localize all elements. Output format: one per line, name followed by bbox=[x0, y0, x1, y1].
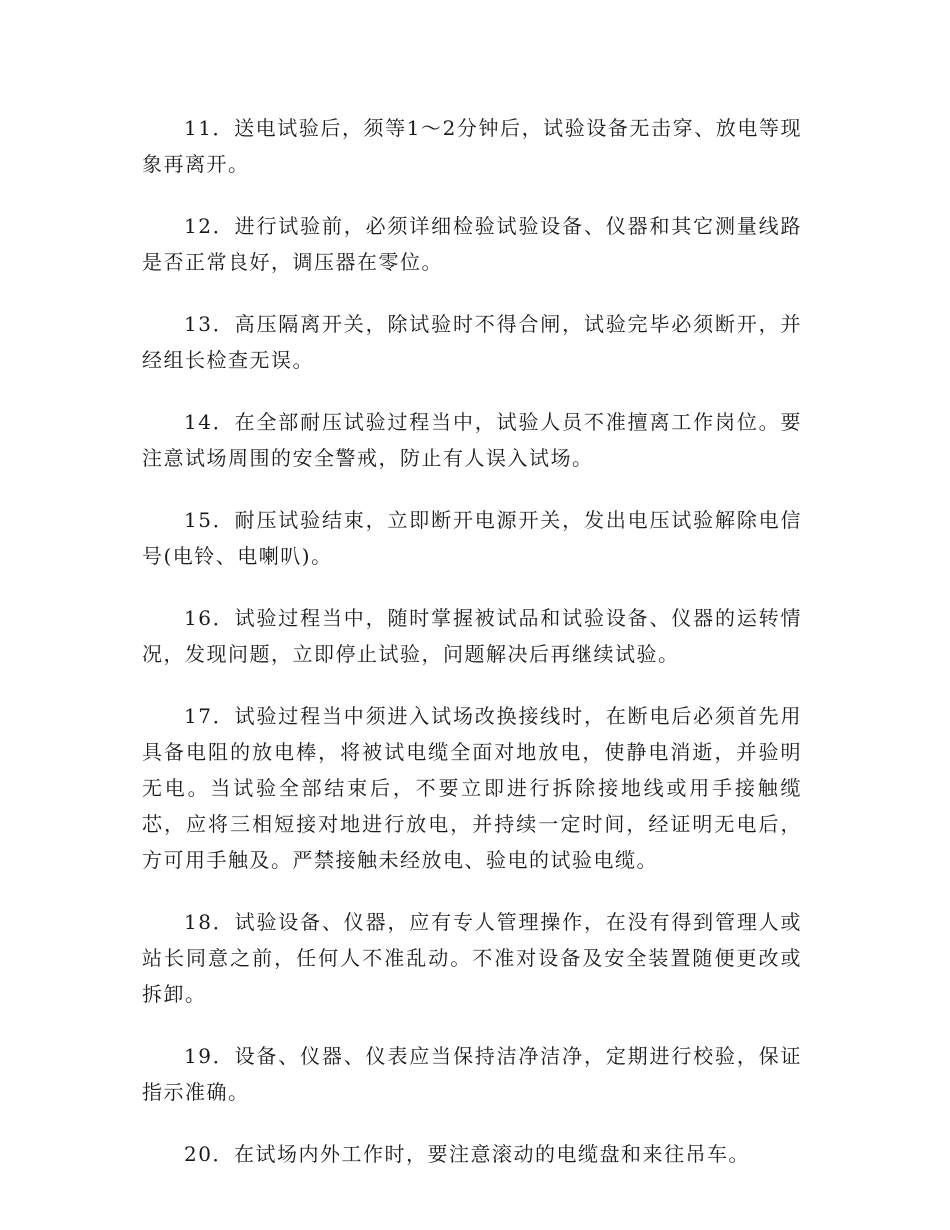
rule-paragraph-18: 18．试验设备、仪器，应有专人管理操作，在没有得到管理人或站长同意之前，任何人不准乱动。不准对设备及安全装置随便更改或拆卸。 bbox=[142, 910, 802, 1006]
rule-paragraph-16: 16．试验过程当中，随时掌握被试品和试验设备、仪器的运转情况，发现问题，立即停止试验，问题解决后再继续试验。 bbox=[142, 606, 802, 666]
rule-paragraph-19: 19．设备、仪器、仪表应当保持洁净洁净，定期进行校验，保证指示准确。 bbox=[142, 1044, 802, 1104]
rule-paragraph-20: 20．在试场内外工作时，要注意滚动的电缆盘和来往吊车。 bbox=[184, 1142, 750, 1166]
rule-paragraph-11: 11．送电试验后，须等1～2分钟后，试验设备无击穿、放电等现象再离开。 bbox=[142, 116, 802, 176]
rule-paragraph-17: 17．试验过程当中须进入试场改换接线时，在断电后必须首先用具备电阻的放电棒，将被试电缆全面对地放电，使静电消逝，并验明无电。当试验全部结束后，不要立即进行拆除接地线或用手接触缆芯，应将三相短接对地进行放电，并持续一定时间，经证明无电后，方可用手触及。严禁接触未经放电、验电的试验电缆。 bbox=[142, 704, 802, 872]
rule-paragraph-12: 12．进行试验前，必须详细检验试验设备、仪器和其它测量线路是否正常良好，调压器在零位。 bbox=[142, 214, 802, 274]
document-body bbox=[142, 110, 802, 1172]
rule-paragraph-14: 14．在全部耐压试验过程当中，试验人员不准擅离工作岗位。要注意试场周围的安全警戒，防止有人误入试场。 bbox=[142, 410, 802, 470]
rule-paragraph-15: 15．耐压试验结束，立即断开电源开关，发出电压试验解除电信号(电铃、电喇叭)。 bbox=[142, 508, 802, 568]
rule-paragraph-13: 13．高压隔离开关，除试验时不得合闸，试验完毕必须断开，并经组长检查无误。 bbox=[142, 312, 802, 372]
